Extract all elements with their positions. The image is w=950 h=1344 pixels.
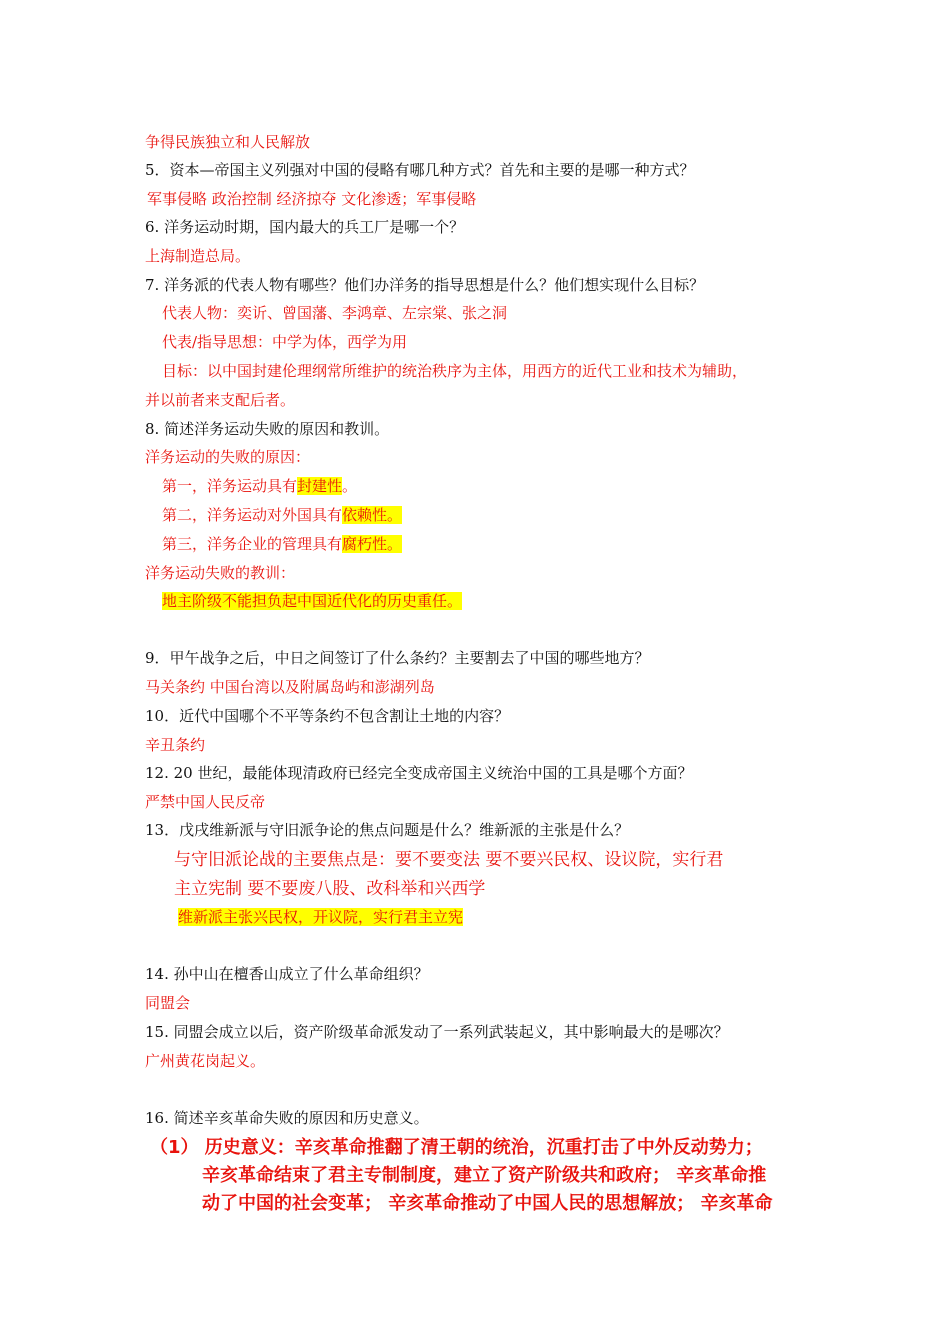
answer-5: 军事侵略 政治控制 经济掠夺 文化渗透；军事侵略 — [147, 190, 477, 208]
answer-16-line-3: 动了中国的社会变革； 辛亥革命推动了中国人民的思想解放； 辛亥革命 — [202, 1193, 773, 1214]
reason-1-text: 第一，洋务运动具有 — [162, 477, 298, 495]
reason-2-highlight: 依赖性。 — [342, 506, 403, 524]
question-16: 16. 简述辛亥革命失败的原因和历史意义。 — [145, 1109, 429, 1127]
answer-13-line-2: 主立宪制 要不要废八股、改科举和兴西学 — [174, 879, 486, 899]
answer-16-line-1: （1） 历史意义：辛亥革命推翻了清王朝的统治，沉重打击了中外反动势力； — [150, 1137, 763, 1158]
answer-7-thought: 代表/指导思想：中学为体，西学为用 — [162, 333, 408, 351]
lesson-highlight: 地主阶级不能担负起中国近代化的历史重任。 — [162, 592, 463, 610]
answer-13-line-3 — [178, 906, 463, 928]
question-6: 6. 洋务运动时期，国内最大的兵工厂是哪一个？ — [145, 218, 465, 236]
answer-8-reasons-heading: 洋务运动的失败的原因： — [145, 448, 311, 466]
question-12: 12. 20 世纪，最能体现清政府已经完全变成帝国主义统治中国的工具是哪个方面？ — [145, 764, 693, 782]
question-9: 9．甲午战争之后，中日之间签订了什么条约？主要割去了中国的哪些地方？ — [145, 649, 650, 667]
answer-12: 严禁中国人民反帝 — [145, 793, 266, 811]
reason-1-highlight: 封建性 — [297, 477, 343, 495]
reason-2-text: 第二，洋务运动对外国具有 — [162, 506, 343, 524]
reason-3-text: 第三，洋务企业的管理具有 — [162, 535, 343, 553]
reason-1-end: 。 — [342, 477, 358, 495]
answer-8-reason-2 — [162, 504, 402, 526]
answer-14: 同盟会 — [145, 994, 191, 1012]
reason-3-highlight: 腐朽性。 — [342, 535, 403, 553]
answer-8-reason-3 — [162, 533, 402, 555]
answer-8-reason-1 — [162, 475, 357, 497]
answer-line: 争得民族独立和人民解放 — [145, 133, 311, 151]
question-7: 7. 洋务派的代表人物有哪些？他们办洋务的指导思想是什么？他们想实现什么目标？ — [145, 276, 705, 294]
answer-6: 上海制造总局。 — [145, 247, 251, 265]
question-14: 14. 孙中山在檀香山成立了什么革命组织？ — [145, 965, 429, 983]
answer-7-people: 代表人物：奕䜣、曾国藩、李鸿章、左宗棠、张之洞 — [162, 304, 508, 322]
answer-13-highlight: 维新派主张兴民权，开议院，实行君主立宪 — [178, 908, 464, 926]
answer-8-lesson-heading: 洋务运动失败的教训： — [145, 564, 296, 582]
answer-13-line-1: 与守旧派论战的主要焦点是：要不要变法 要不要兴民权、设议院，实行君 — [174, 850, 724, 870]
question-8: 8. 简述洋务运动失败的原因和教训。 — [145, 420, 390, 438]
question-13: 13．戊戌维新派与守旧派争论的焦点问题是什么？维新派的主张是什么？ — [145, 821, 630, 839]
question-15: 15. 同盟会成立以后，资产阶级革命派发动了一系列武装起义，其中影响最大的是哪次？ — [145, 1023, 729, 1041]
answer-15: 广州黄花岗起义。 — [145, 1052, 266, 1070]
answer-7-goal: 目标：以中国封建伦理纲常所维护的统治秩序为主体，用西方的近代工业和技术为辅助， — [162, 362, 748, 380]
answer-16-line-2: 辛亥革命结束了君主专制制度，建立了资产阶级共和政府； 辛亥革命推 — [202, 1165, 767, 1186]
answer-8-lesson — [162, 590, 462, 612]
answer-10: 辛丑条约 — [145, 736, 206, 754]
question-5: 5．资本—帝国主义列强对中国的侵略有哪几种方式？首先和主要的是哪一种方式？ — [145, 161, 695, 179]
answer-9: 马关条约 中国台湾以及附属岛屿和澎湖列岛 — [145, 678, 435, 696]
question-10: 10．近代中国哪个不平等条约不包含割让土地的内容？ — [145, 707, 510, 725]
answer-7-goal-cont: 并以前者来支配后者。 — [145, 391, 296, 409]
